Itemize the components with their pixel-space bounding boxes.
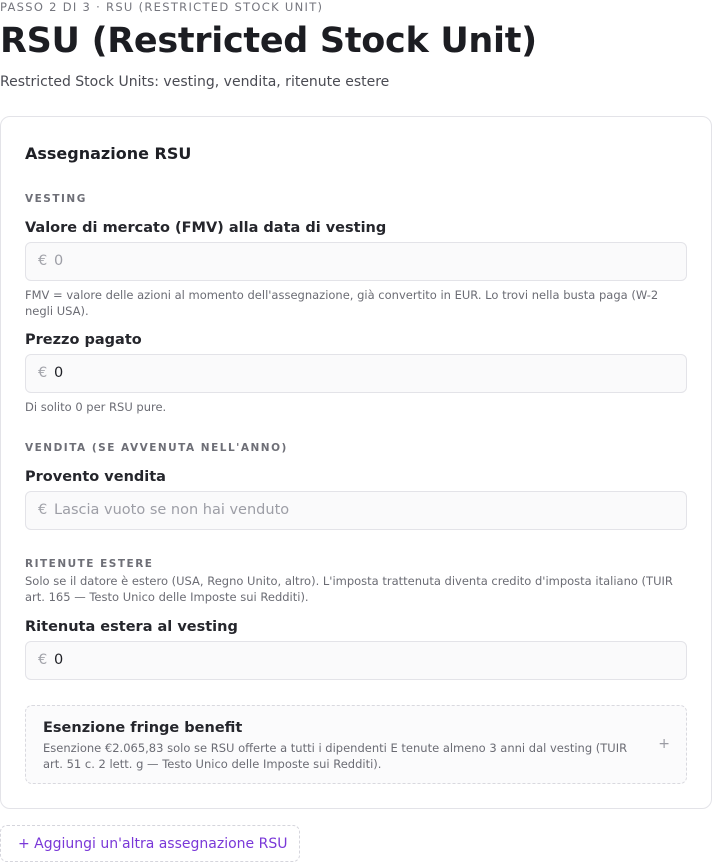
section-vesting: VESTING	[25, 193, 87, 205]
page-subtitle: Restricted Stock Units: vesting, vendita, ritenute estere	[0, 74, 390, 90]
card-title: Assegnazione RSU	[25, 144, 192, 163]
fringe-benefit-title: Esenzione fringe benefit	[43, 720, 243, 736]
proceeds-placeholder: Lascia vuoto se non hai venduto	[54, 502, 290, 518]
fmv-help: FMV = valore delle azioni al momento dell'assegnazione, già convertito in EUR. Lo trovi nella busta paga (W-2 negli USA).	[25, 288, 659, 318]
price-input[interactable]	[25, 354, 687, 393]
proceeds-input[interactable]	[25, 491, 687, 530]
add-grant-label: + Aggiungi un'altra assegnazione RSU	[18, 836, 288, 852]
euro-icon: €	[38, 253, 48, 269]
euro-icon: €	[38, 365, 48, 381]
fringe-benefit-panel[interactable]	[25, 705, 687, 784]
price-value: 0	[54, 365, 64, 381]
foreign-withholding-label: Ritenuta estera al vesting	[25, 619, 238, 635]
step-indicator: PASSO 2 DI 3 · RSU (RESTRICTED STOCK UNIT)	[0, 0, 324, 14]
rsu-grant-card	[0, 116, 712, 809]
foreign-withholding-input[interactable]	[25, 641, 687, 680]
foreign-withholding-value: 0	[54, 652, 64, 668]
price-label: Prezzo pagato	[25, 332, 142, 348]
euro-icon: €	[38, 502, 48, 518]
expand-plus-icon[interactable]: +	[658, 736, 670, 752]
fmv-input[interactable]	[25, 242, 687, 281]
section-withholding: RITENUTE ESTERE	[25, 558, 154, 570]
fringe-benefit-text: Esenzione €2.065,83 solo se RSU offerte a tutti i dipendenti E tenute almeno 3 anni dal vesting (TUIR art. 51 c. 2 lett. g — Testo Unico delle Imposte sui Redditi).	[43, 741, 628, 771]
euro-icon: €	[38, 652, 48, 668]
section-sale: VENDITA (SE AVVENUTA NELL'ANNO)	[25, 442, 288, 454]
fmv-placeholder: 0	[54, 253, 64, 269]
price-help: Di solito 0 per RSU pure.	[25, 400, 167, 414]
fmv-label: Valore di mercato (FMV) alla data di vesting	[25, 220, 387, 236]
proceeds-label: Provento vendita	[25, 469, 166, 485]
withholding-help: Solo se il datore è estero (USA, Regno Unito, altro). L'imposta trattenuta diventa credito d'imposta italiano (TUIR art. 165 — Testo Unico delle Imposte sui Redditi).	[25, 574, 673, 604]
page-title: RSU (Restricted Stock Unit)	[0, 21, 537, 61]
add-grant-button[interactable]	[0, 825, 300, 862]
